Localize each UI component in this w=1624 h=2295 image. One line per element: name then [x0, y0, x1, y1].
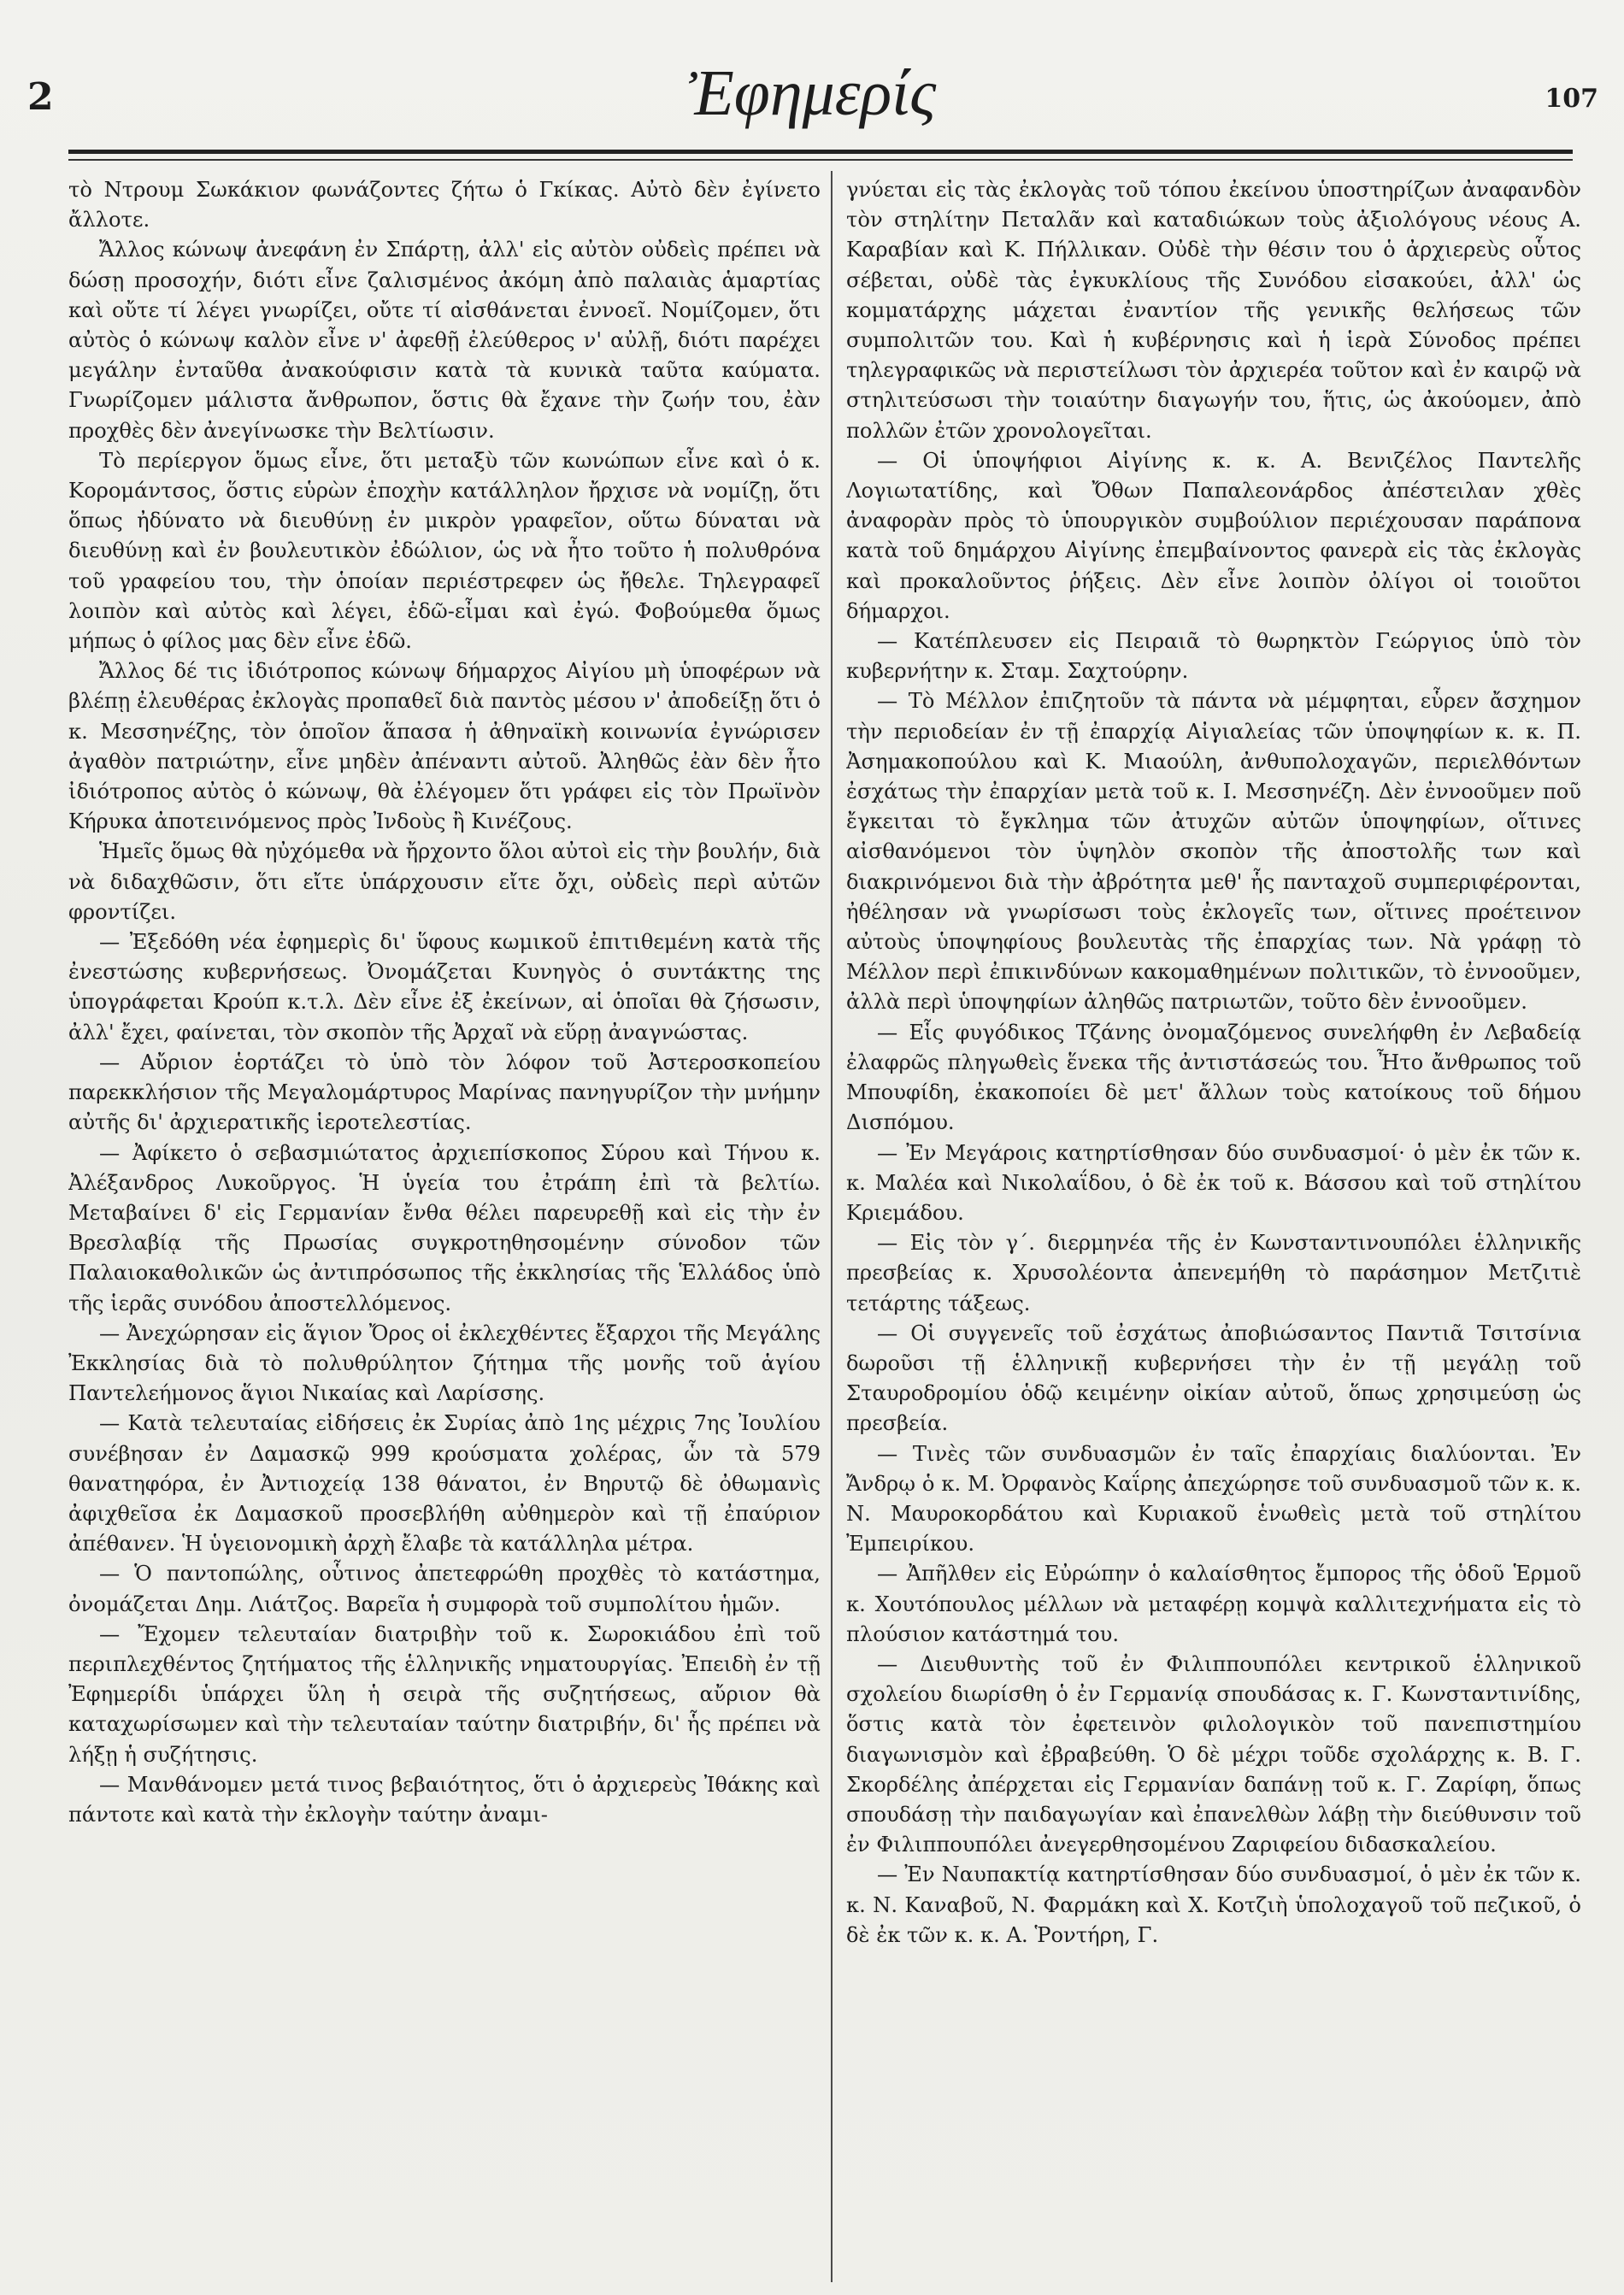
news-item: — Αὔριον ἑορτάζει τὸ ὑπὸ τὸν λόφον τοῦ Ἀστεροσκοπείου παρεκκλήσιον τῆς Μεγαλομάρτυρος Μαρίνας πανηγυρίζον τὴν μνήμην αὐτῆς δι' ἀρχιερατικῆς ἱεροτελεστίας. — [68, 1050, 821, 1135]
article-paragraph: γνύεται εἰς τὰς ἐκλογὰς τοῦ τόπου ἐκείνου ὑποστηρίζων ἀναφανδὸν τὸν στηλίτην Πεταλᾶν καὶ καταδιώκων τοὺς ἀξιολόγους νέους Α. Καραβίαν καὶ Κ. Πήλλικαν. Οὐδὲ τὴν θέσιν του ὁ ἀρχιερεὺς οὗτος σέβεται, οὐδὲ τὰς ἐγκυκλίους τῆς Συνόδου εἰσακούει, ἀλλ' ὡς κομματάρχης μάχεται ἐναντίον τῆς γενικῆς θελήσεως τῶν συμπολιτῶν του. Καὶ ἡ κυβέρνησις καὶ ἡ ἱερὰ Σύνοδος πρέπει τηλεγραφικῶς νὰ περιστείλωσι τὸν ἀρχιερέα τοῦτον καὶ ἐν καιρῷ νὰ στηλιτεύσωσι τὴν τοιαύτην διαγωγήν του, ἥτις, ὡς ἀκούομεν, ἀπὸ πολλῶν ἐτῶν χρονολογεῖται. — [846, 178, 1581, 443]
news-item: — Οἱ συγγενεῖς τοῦ ἐσχάτως ἀποβιώσαντος Παντιᾶ Τσιτσίνια δωροῦσι τῇ ἑλληνικῇ κυβερνήσει τὴν ἐν τῇ μεγάλῃ τοῦ Σταυροδρομίου ὁδῷ κειμένην οἰκίαν αὐτοῦ, ὅπως χρησιμεύσῃ ὡς πρεσβεία. — [846, 1321, 1581, 1436]
news-item: — Ἐν Μεγάροις κατηρτίσθησαν δύο συνδυασμοί· ὁ μὲν ἐκ τῶν κ. κ. Μαλέα καὶ Νικολαΐδου, ὁ δὲ ἐκ τοῦ κ. Βάσσου καὶ τοῦ στηλίτου Κριεμάδου. — [846, 1140, 1581, 1225]
news-item: — Ἀφίκετο ὁ σεβασμιώτατος ἀρχιεπίσκοπος Σύρου καὶ Τήνου κ. Ἀλέξανδρος Λυκοῦργος. Ἡ ὑγεία του ἐτράπη ἐπὶ τὰ βελτίω. Μεταβαίνει δ' εἰς Γερμανίαν ἔνθα θέλει παρευρεθῇ καὶ εἰς τὴν ἐν Βρεσλαβίᾳ τῆς Πρωσίας συγκροτηθησομένην σύνοδον τῶν Παλαιοκαθολικῶν ὡς ἀντιπρόσωπος τῆς ἐκκλησίας τῆς Ἑλλάδος ὑπὸ τῆς ἱερᾶς συνόδου ἀποστελλόμενος. — [68, 1140, 821, 1315]
news-item: — Κατέπλευσεν εἰς Πειραιᾶ τὸ θωρηκτὸν Γεώργιος ὑπὸ τὸν κυβερνήτην κ. Σταμ. Σαχτούρην. — [846, 629, 1581, 684]
article-paragraph: Τὸ περίεργον ὅμως εἶνε, ὅτι μεταξὺ τῶν κωνώπων εἶνε καὶ ὁ κ. Κορομάντσος, ὅστις εὑρὼν ἐποχὴν κατάλληλον ἤρχισε νὰ νομίζῃ, ὅτι ὅπως ἠδύνατο νὰ διευθύνῃ ἐν μικρὸν γραφεῖον, οὕτω δύναται νὰ διευθύνῃ καὶ ἐν βουλευτικὸν ἐδώλιον, ὡς νὰ ἦτο τοῦτο ἡ πολυθρόνα τοῦ γραφείου του, τὴν ὁποίαν περιέστρεφεν ὡς ἤθελε. Τηλεγραφεῖ λοιπὸν καὶ αὐτὸς καὶ λέγει, ἐδῶ-εἶμαι καὶ ἐγώ. Φοβούμεθα ὅμως μήπως ὁ φίλος μας δὲν εἶνε ἐδῶ. — [68, 448, 821, 654]
news-item: — Ὁ παντοπώλης, οὗτινος ἀπετεφρώθη προχθὲς τὸ κατάστημα, ὀνομάζεται Δημ. Λιάτζος. Βαρεῖα ἡ συμφορὰ τοῦ συμπολίτου ἡμῶν. — [68, 1562, 821, 1616]
news-item: — Τινὲς τῶν συνδυασμῶν ἐν ταῖς ἐπαρχίαις διαλύονται. Ἐν Ἄνδρῳ ὁ κ. Μ. Ὀρφανὸς Καΐρης ἀπεχώρησε τοῦ συνδυασμοῦ τῶν κ. κ. Ν. Μαυροκορδάτου καὶ Κυριακοῦ ἑνωθεὶς μετὰ τοῦ στηλίτου Ἐμπειρίκου. — [846, 1441, 1581, 1556]
page-number: 2 — [27, 75, 54, 119]
news-item: — Ἀπῆλθεν εἰς Εὐρώπην ὁ καλαίσθητος ἔμπορος τῆς ὁδοῦ Ἑρμοῦ κ. Χουτόπουλος μέλλων νὰ μεταφέρῃ κομψὰ καλλιτεχνήματα εἰς τὸ πλούσιον κατάστημά του. — [846, 1562, 1581, 1646]
masthead — [0, 51, 1624, 145]
news-item: — Κατὰ τελευταίας εἰδήσεις ἐκ Συρίας ἀπὸ 1ης μέχρις 7ης Ἰουλίου συνέβησαν ἐν Δαμασκῷ 999 κρούσματα χολέρας, ὧν τὰ 579 θανατηφόρα, ἐν Ἀντιοχείᾳ 138 θάνατοι, ἐν Βηρυτῷ δὲ ὀθωμανὶς ἀφιχθεῖσα ἐκ Δαμασκοῦ προσεβλήθη αὐθημερὸν καὶ τῇ ἐπαύριον ἀπέθανεν. Ἡ ὑγειονομικὴ ἀρχὴ ἔλαβε τὰ κατάλληλα μέτρα. — [68, 1411, 821, 1556]
news-item: — Τὸ Μέλλον ἐπιζητοῦν τὰ πάντα νὰ μέμφηται, εὗρεν ἄσχημον τὴν περιοδείαν ἐν τῇ ἐπαρχίᾳ Αἰγιαλείας τῶν ὑποψηφίων κ. κ. Π. Ἀσημακοπούλου καὶ Κ. Μιαούλη, ἀνθυπολοχαγῶν, περιελθόντων ἐσχάτως τὴν ἐπαρχίαν μετὰ τοῦ κ. Ι. Μεσσηνέζη. Δὲν ἐννοοῦμεν ποῦ ἔγκειται τὸ ἔγκλημα τῶν ἀτυχῶν αὐτῶν ὑποψηφίων, οἵτινες αἰσθανόμενοι τὸν ὑψηλὸν σκοπὸν τῆς ἀποστολῆς των καὶ διακρινόμενοι διὰ τὴν ἀβρότητα μεθ' ἧς πανταχοῦ συμπεριφέρονται, ἠθέλησαν νὰ γνωρίσωσι τοὺς ἐκλογεῖς των, οἵτινες προέτεινον αὐτοὺς ὑποψηφίους βουλευτὰς τῆς ἐπαρχίας των. Νὰ γράφῃ τὸ Μέλλον περὶ ἐπικινδύνων κακομαθημένων πολιτικῶν, τὸ ἐννοοῦμεν, ἀλλὰ περὶ ὑποψηφίων ἀληθῶς πατριωτῶν, τοῦτο δὲν ἐννοοῦμεν. — [846, 689, 1581, 1015]
article-paragraph: τὸ Ντρουμ Σωκάκιον φωνάζοντες ζήτω ὁ Γκίκας. Αὐτὸ δὲν ἐγίνετο ἄλλοτε. — [68, 178, 821, 232]
news-item: — Οἱ ὑποψήφιοι Αἰγίνης κ. κ. Α. Βενιζέλος Παντελῆς Λογιωτατίδης, καὶ Ὄθων Παπαλεονάρδος ἀπέστειλαν χθὲς ἀναφορὰν πρὸς τὸ ὑπουργικὸν συμβούλιον περιέχουσαν παράπονα κατὰ τοῦ δημάρχου Αἰγίνης ἐπεμβαίνοντος φανερὰ εἰς τὰς ἐκλογὰς καὶ προκαλοῦντος ῥήξεις. Δὲν εἶνε λοιπὸν ὀλίγοι οἱ τοιοῦτοι δήμαρχοι. — [846, 448, 1581, 623]
news-item: — Ἐξεδόθη νέα ἐφημερὶς δι' ὕφους κωμικοῦ ἐπιτιθεμένη κατὰ τῆς ἐνεστώσης κυβερνήσεως. Ὀνομάζεται Κυνηγὸς ὁ συντάκτης της ὑπογράφεται Κρούπ κ.τ.λ. Δὲν εἶνε ἐξ ἐκείνων, αἱ ὁποῖαι θὰ ζήσωσιν, ἀλλ' ἔχει, φαίνεται, τὸν σκοπὸν τῆς Ἀρχαῖ νὰ εὕρῃ ἀναγνώστας. — [68, 930, 821, 1045]
newspaper-title: Ἐφημερίς — [687, 57, 937, 129]
news-item: — Διευθυντὴς τοῦ ἐν Φιλιππουπόλει κεντρικοῦ ἑλληνικοῦ σχολείου διωρίσθη ὁ ἐν Γερμανίᾳ σπουδάσας κ. Γ. Κωνσταντινίδης, ὅστις κατὰ τὸν ἐφετεινὸν φιλολογικὸν τοῦ πανεπιστημίου διαγωνισμὸν καὶ ἐβραβεύθη. Ὁ δὲ μέχρι τοῦδε σχολάρχης κ. Β. Γ. Σκορδέλης ἀπέρχεται εἰς Γερμανίαν δαπάνῃ τοῦ κ. Γ. Ζαρίφη, ὅπως σπουδάσῃ τὴν παιδαγωγίαν καὶ ἐπανελθὼν λάβῃ τὴν διεύθυνσιν τοῦ ἐν Φιλιππουπόλει ἀνεγερθησομένου Ζαριφείου διδασκαλείου. — [846, 1651, 1581, 1857]
article-paragraph: Ἄλλος κώνωψ ἀνεφάνη ἐν Σπάρτῃ, ἀλλ' εἰς αὐτὸν οὐδεὶς πρέπει νὰ δώσῃ προσοχήν, διότι εἶνε ζαλισμένος ἀκόμη ἀπὸ παλαιὰς ἁμαρτίας καὶ οὔτε τί λέγει γνωρίζει, οὔτε τί αἰσθάνεται ἐννοεῖ. Νομίζομεν, ὅτι αὐτὸς ὁ κώνωψ καλὸν εἶνε ν' ἀφεθῇ ἐλεύθερος ν' αὐλῇ, διότι παρέχει μεγάλην ἐνταῦθα ἀνακούφισιν κατὰ τὰ κυνικὰ ταῦτα καύματα. Γνωρίζομεν μάλιστα ἄνθρωπον, ὅστις θὰ ἔχανε τὴν ζωήν του, ἐὰν προχθὲς δὲν ἀνεγίνωσκε τὴν Βελτίωσιν. — [68, 238, 821, 443]
news-item: — Εἰς τὸν γ΄. διερμηνέα τῆς ἐν Κωνσταντινουπόλει ἑλληνικῆς πρεσβείας κ. Χρυσολέοντα ἀπενεμήθη τὸ παράσημον Μετζιτιὲ τετάρτης τάξεως. — [846, 1231, 1581, 1315]
column-divider — [831, 171, 833, 2282]
header-rule — [68, 150, 1573, 161]
news-item: — Μανθάνομεν μετά τινος βεβαιότητος, ὅτι ὁ ἀρχιερεὺς Ἰθάκης καὶ πάντοτε καὶ κατὰ τὴν ἐκλογὴν ταύτην ἀναμι- — [68, 1772, 821, 1827]
news-item: — Ἀνεχώρησαν εἰς ἅγιον Ὄρος οἱ ἐκλεχθέντες ἔξαρχοι τῆς Μεγάλης Ἐκκλησίας διὰ τὸ πολυθρύλητον ζήτημα τῆς μονῆς τοῦ ἁγίου Παντελεήμονος ἅγιοι Νικαίας καὶ Λαρίσσης. — [68, 1321, 821, 1406]
news-item: — Εἷς φυγόδικος Τζάνης ὀνομαζόμενος συνελήφθη ἐν Λεβαδείᾳ ἐλαφρῶς πληγωθεὶς ἕνεκα τῆς ἀντιστάσεώς του. Ἦτο ἄνθρωπος τοῦ Μπουφίδη, ἐκακοποίει δὲ μετ' ἄλλων τοὺς κατοίκους τοῦ δήμου Δισπόμου. — [846, 1020, 1581, 1135]
news-item: — Ἐν Ναυπακτίᾳ κατηρτίσθησαν δύο συνδυασμοί, ὁ μὲν ἐκ τῶν κ. κ. Ν. Καναβοῦ, Ν. Φαρμάκη καὶ Χ. Κοτζιὴ ὑπολοχαγοῦ τοῦ πεζικοῦ, ὁ δὲ ἐκ τῶν κ. κ. Α. Ῥοντήρη, Γ. — [846, 1862, 1581, 1947]
left-column — [68, 175, 821, 2278]
issue-number: 107 — [1545, 84, 1598, 114]
right-column — [846, 175, 1581, 2278]
article-paragraph: Ἡμεῖς ὅμως θὰ ηὐχόμεθα νὰ ἤρχοντο ὅλοι αὐτοὶ εἰς τὴν βουλήν, διὰ νὰ διδαχθῶσιν, ὅτι εἴτε ὑπάρχουσιν εἴτε ὄχι, οὐδεὶς περὶ αὐτῶν φροντίζει. — [68, 839, 821, 924]
news-item: — Ἔχομεν τελευταίαν διατριβὴν τοῦ κ. Σωροκιάδου ἐπὶ τοῦ περιπλεχθέντος ζητήματος τῆς ἑλληνικῆς νηματουργίας. Ἐπειδὴ ἐν τῇ Ἐφημερίδι ὑπάρχει ὕλη ἡ σειρὰ τῆς συζητήσεως, αὔριον θὰ καταχωρίσωμεν καὶ τὴν τελευταίαν ταύτην διατριβήν, δι' ἧς πρέπει νὰ λήξῃ ἡ συζήτησις. — [68, 1621, 821, 1767]
article-paragraph: Ἄλλος δέ τις ἰδιότροπος κώνωψ δήμαρχος Αἰγίου μὴ ὑποφέρων νὰ βλέπῃ ἐλευθέρας ἐκλογὰς προπαθεῖ διὰ παντὸς μέσου ν' ἀποδείξῃ ὅτι ὁ κ. Μεσσηνέζης, τὸν ὁποῖον ἅπασα ἡ ἀθηναϊκὴ κοινωνία ἐγνώρισεν ἀγαθὸν πατριώτην, εἶνε μηδὲν ἀπέναντι αὐτοῦ. Ἀληθῶς ἐὰν δὲν ἦτο ἰδιότροπος αὐτὸς ὁ κώνωψ, θὰ ἐλέγομεν ὅτι γράφει εἰς τὸν Πρωϊνὸν Κήρυκα ἀποτεινόμενος πρὸς Ἰνδοὺς ἢ Κινέζους. — [68, 659, 821, 834]
